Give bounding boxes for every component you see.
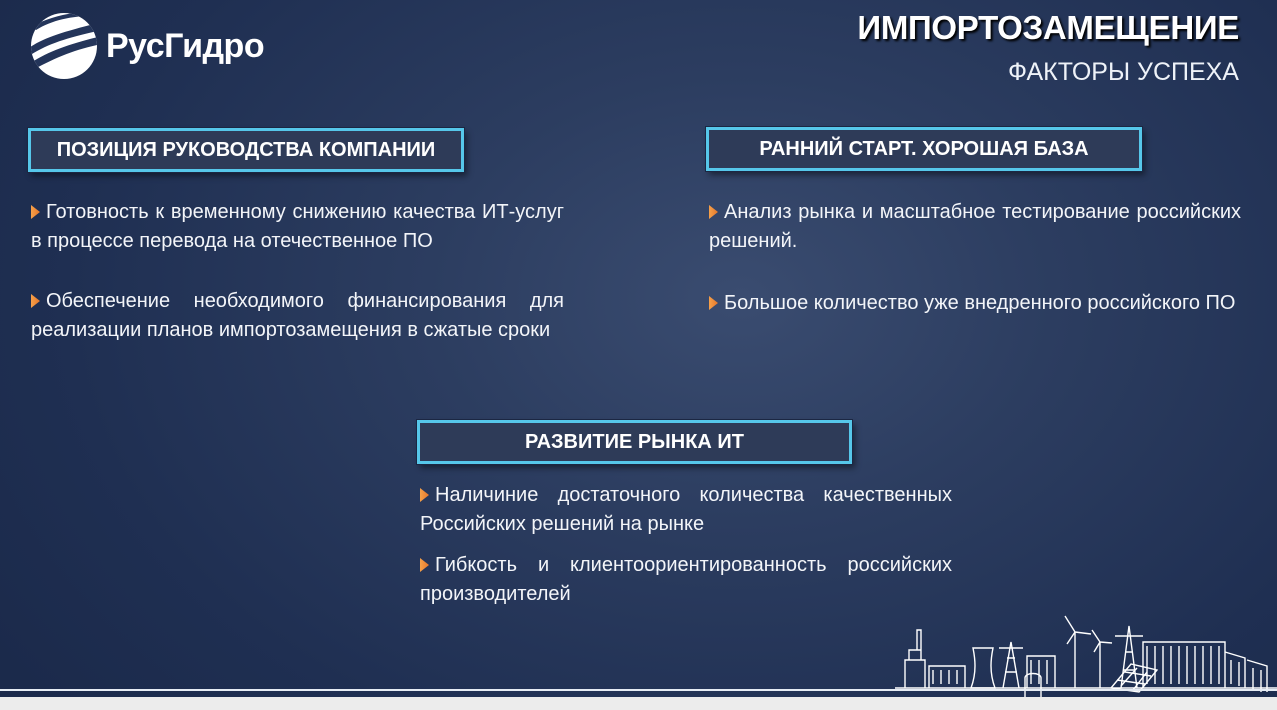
company-logo — [28, 10, 288, 82]
list-item — [709, 289, 1241, 318]
list-item-text: Анализ рынка и масштабное тестирование российских решений. — [709, 201, 1241, 252]
list-item — [420, 481, 952, 539]
section-heading-early-start: РАННИЙ СТАРТ. ХОРОШАЯ БАЗА — [706, 127, 1142, 171]
list-item — [420, 551, 952, 609]
page-subtitle: ФАКТОРЫ УСПЕХА — [1008, 58, 1239, 86]
section-heading-leadership: ПОЗИЦИЯ РУКОВОДСТВА КОМПАНИИ — [28, 128, 464, 172]
orange-triangle-bullet-icon — [31, 294, 40, 308]
orange-triangle-bullet-icon — [420, 488, 429, 502]
energy-skyline-illustration — [895, 612, 1277, 698]
list-item-text: Большое количество уже внедренного российского ПО — [724, 292, 1236, 314]
list-item-text: Гибкость и клиентоориентированность российских производителей — [420, 554, 952, 605]
orange-triangle-bullet-icon — [709, 205, 718, 219]
section-heading-it-market: РАЗВИТИЕ РЫНКА ИТ — [417, 420, 852, 464]
list-item — [31, 198, 564, 256]
list-item-text: Наличиние достаточного количества качественных Российских решений на рынке — [420, 484, 952, 535]
footer-strip — [0, 697, 1277, 710]
list-item-text: Обеспечение необходимого финансирования для реализации планов импортозамещения в сжатые сроки — [31, 290, 564, 341]
list-item — [709, 198, 1241, 256]
footer-line — [0, 689, 1277, 691]
page-title: ИМПОРТОЗАМЕЩЕНИЕ — [857, 9, 1239, 46]
brand-name: РусГидро — [106, 27, 265, 65]
orange-triangle-bullet-icon — [420, 558, 429, 572]
orange-triangle-bullet-icon — [709, 296, 718, 310]
rushydro-globe-icon — [28, 10, 100, 82]
orange-triangle-bullet-icon — [31, 205, 40, 219]
list-item-text: Готовность к временному снижению качества ИТ-услуг в процессе перевода на отечественное ПО — [31, 201, 564, 252]
list-item — [31, 287, 564, 345]
